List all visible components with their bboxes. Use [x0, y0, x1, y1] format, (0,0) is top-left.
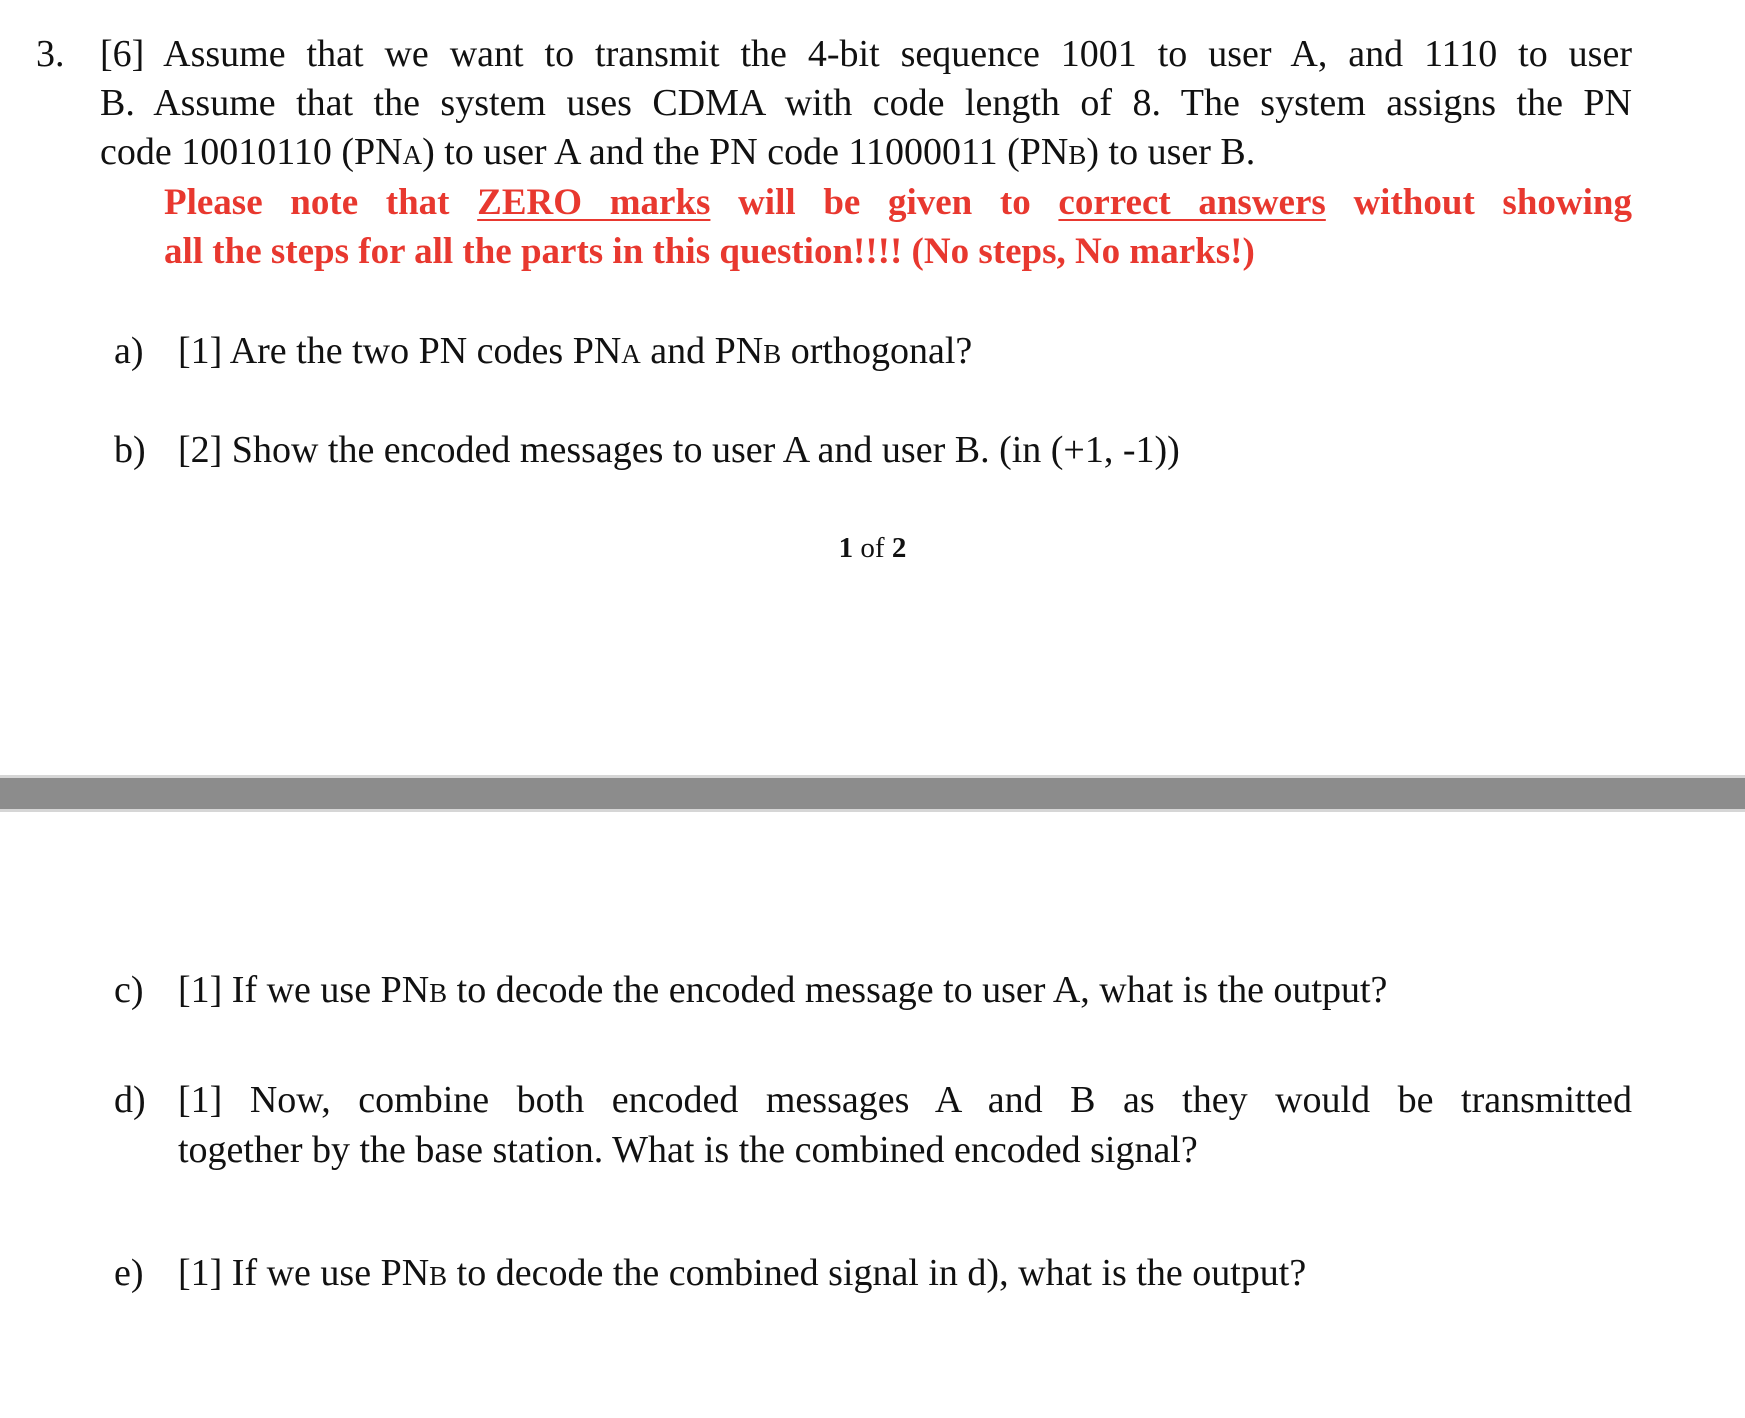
- page-separator: [0, 775, 1745, 812]
- part-e-label: e): [114, 1252, 144, 1294]
- page-footer: 1 of 2: [838, 532, 907, 564]
- document-page-2: [0, 812, 1745, 1418]
- zero-marks-emphasis: ZERO marks: [477, 182, 711, 223]
- question-intro-line-1: [6] Assume that we want to transmit the 4-bit sequence 1001 to user A, and 1110 to user: [100, 33, 1632, 75]
- correct-answers-emphasis: correct answers: [1058, 182, 1326, 223]
- part-d-text-line-2: together by the base station. What is the combined encoded signal?: [178, 1129, 1198, 1171]
- part-e-text: [1] If we use PNB to decode the combined signal in d), what is the output?: [178, 1252, 1307, 1294]
- part-b-label: b): [114, 429, 146, 471]
- part-b-text: [2] Show the encoded messages to user A and user B. (in (+1, -1)): [178, 429, 1180, 471]
- warning-note-line-1: Please note that ZERO marks will be given to correct answers without showing: [164, 182, 1632, 223]
- part-a-text: [1] Are the two PN codes PNA and PNB orthogonal?: [178, 330, 973, 372]
- part-c-text: [1] If we use PNB to decode the encoded message to user A, what is the output?: [178, 969, 1388, 1011]
- warning-note-line-2: all the steps for all the parts in this question!!!! (No steps, No marks!): [164, 231, 1255, 272]
- part-c-label: c): [114, 969, 144, 1011]
- part-a-label: a): [114, 330, 144, 372]
- part-d-label: d): [114, 1079, 146, 1121]
- part-d-text-line-1: [1] Now, combine both encoded messages A and B as they would be transmitted: [178, 1079, 1632, 1121]
- question-intro-line-3: code 10010110 (PNA) to user A and the PN code 11000011 (PNB) to user B.: [100, 131, 1256, 173]
- question-intro-line-2: B. Assume that the system uses CDMA with code length of 8. The system assigns the PN: [100, 82, 1632, 124]
- question-number: 3.: [36, 33, 65, 75]
